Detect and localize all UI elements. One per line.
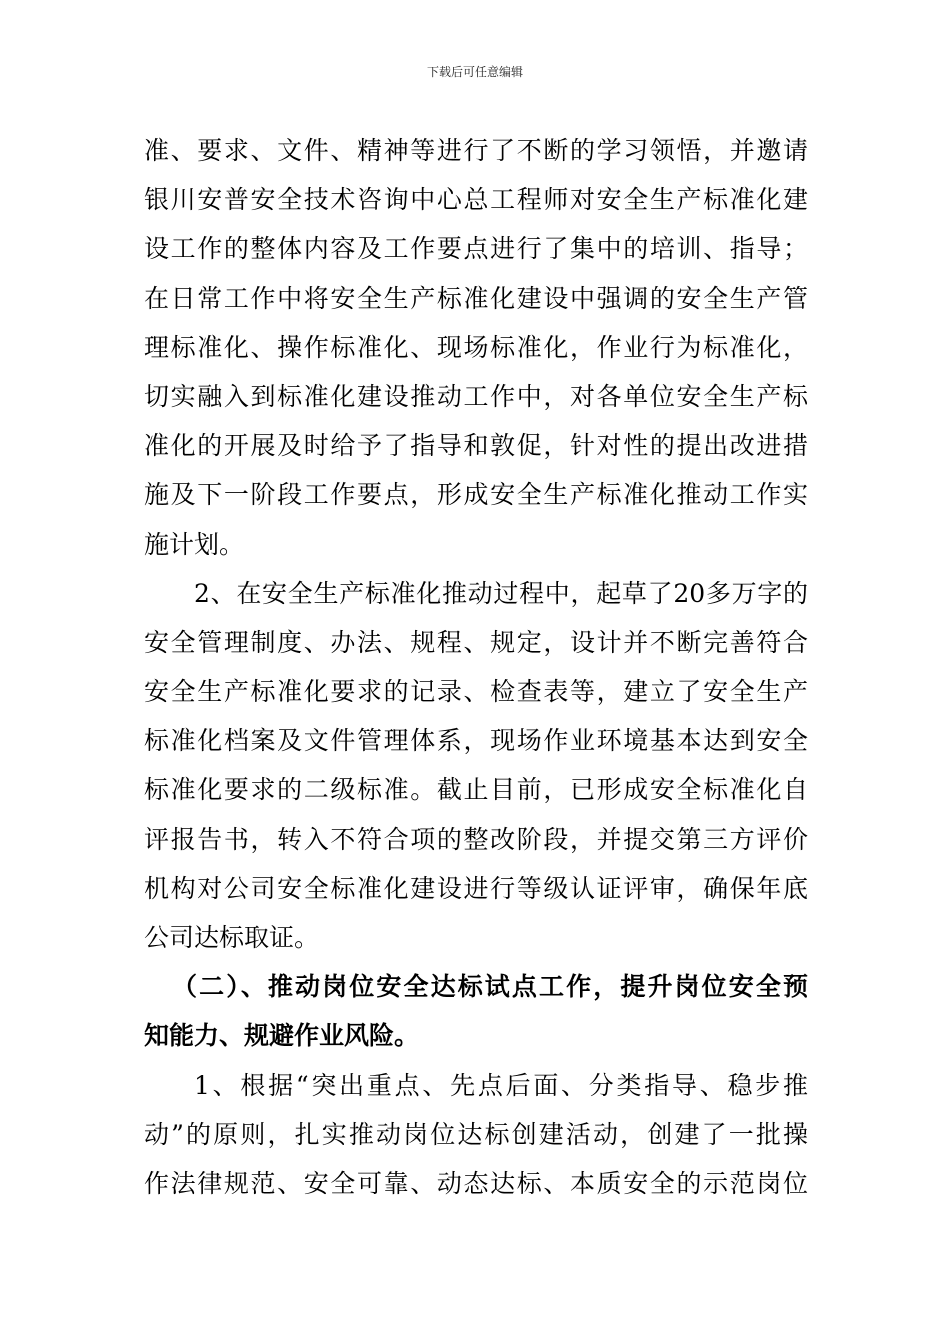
page-header: 下载后可任意编辑 — [426, 65, 523, 79]
text-line: 评报告书，转入不符合项的整改阶段，并提交第三方评价 — [144, 824, 808, 854]
text-line: 设工作的整体内容及工作要点进行了集中的培训、指导； — [144, 234, 808, 264]
text-line: 机构对公司安全标准化建设进行等级认证评审，确保年底 — [144, 873, 808, 903]
paragraph — [144, 1061, 808, 1209]
text-line: 在日常工作中将安全生产标准化建设中强调的安全生产管 — [144, 283, 808, 313]
text-line: 准、要求、文件、精神等进行了不断的学习领悟，并邀请 — [144, 136, 808, 165]
text-line: 施及下一阶段工作要点，形成安全生产标准化推动工作实 — [144, 480, 808, 510]
text-line: 标准化档案及文件管理体系，现场作业环境基本达到安全 — [144, 726, 808, 756]
text-line: 公司达标取证。 — [144, 923, 320, 952]
text-line: 安全管理制度、办法、规程、规定，设计并不断完善符合 — [144, 627, 808, 657]
text-line: 作法律规范、安全可靠、动态达标、本质安全的示范岗位 — [144, 1168, 808, 1198]
paragraph — [144, 569, 808, 963]
text-line: 1、根据“突出重点、先点后面、分类指导、稳步推 — [194, 1070, 808, 1100]
text-line: 切实融入到标准化建设推动工作中，对各单位安全生产标 — [144, 381, 808, 411]
text-line: 标准化要求的二级标准。截止目前，已形成安全标准化自 — [144, 775, 808, 805]
text-line: 2、在安全生产标准化推动过程中，起草了20多万字的 — [194, 578, 808, 608]
heading-line: 知能力、规避作业风险。 — [144, 1021, 420, 1051]
text-line: 理标准化、操作标准化、现场标准化，作业行为标准化， — [144, 332, 808, 362]
heading-line: （二）、推动岗位安全达标试点工作，提升岗位安全预 — [172, 972, 808, 1002]
section-heading — [144, 962, 808, 1060]
text-line: 准化的开展及时给予了指导和敦促，针对性的提出改进措 — [144, 431, 808, 461]
document-body — [144, 126, 808, 1208]
text-line: 动”的原则，扎实推动岗位达标创建活动，创建了一批操 — [144, 1119, 808, 1149]
text-line: 安全生产标准化要求的记录、检查表等，建立了安全生产 — [144, 677, 808, 707]
paragraph — [144, 126, 808, 569]
text-line: 施计划。 — [144, 529, 245, 559]
text-line: 银川安普安全技术咨询中心总工程师对安全生产标准化建 — [144, 185, 808, 215]
